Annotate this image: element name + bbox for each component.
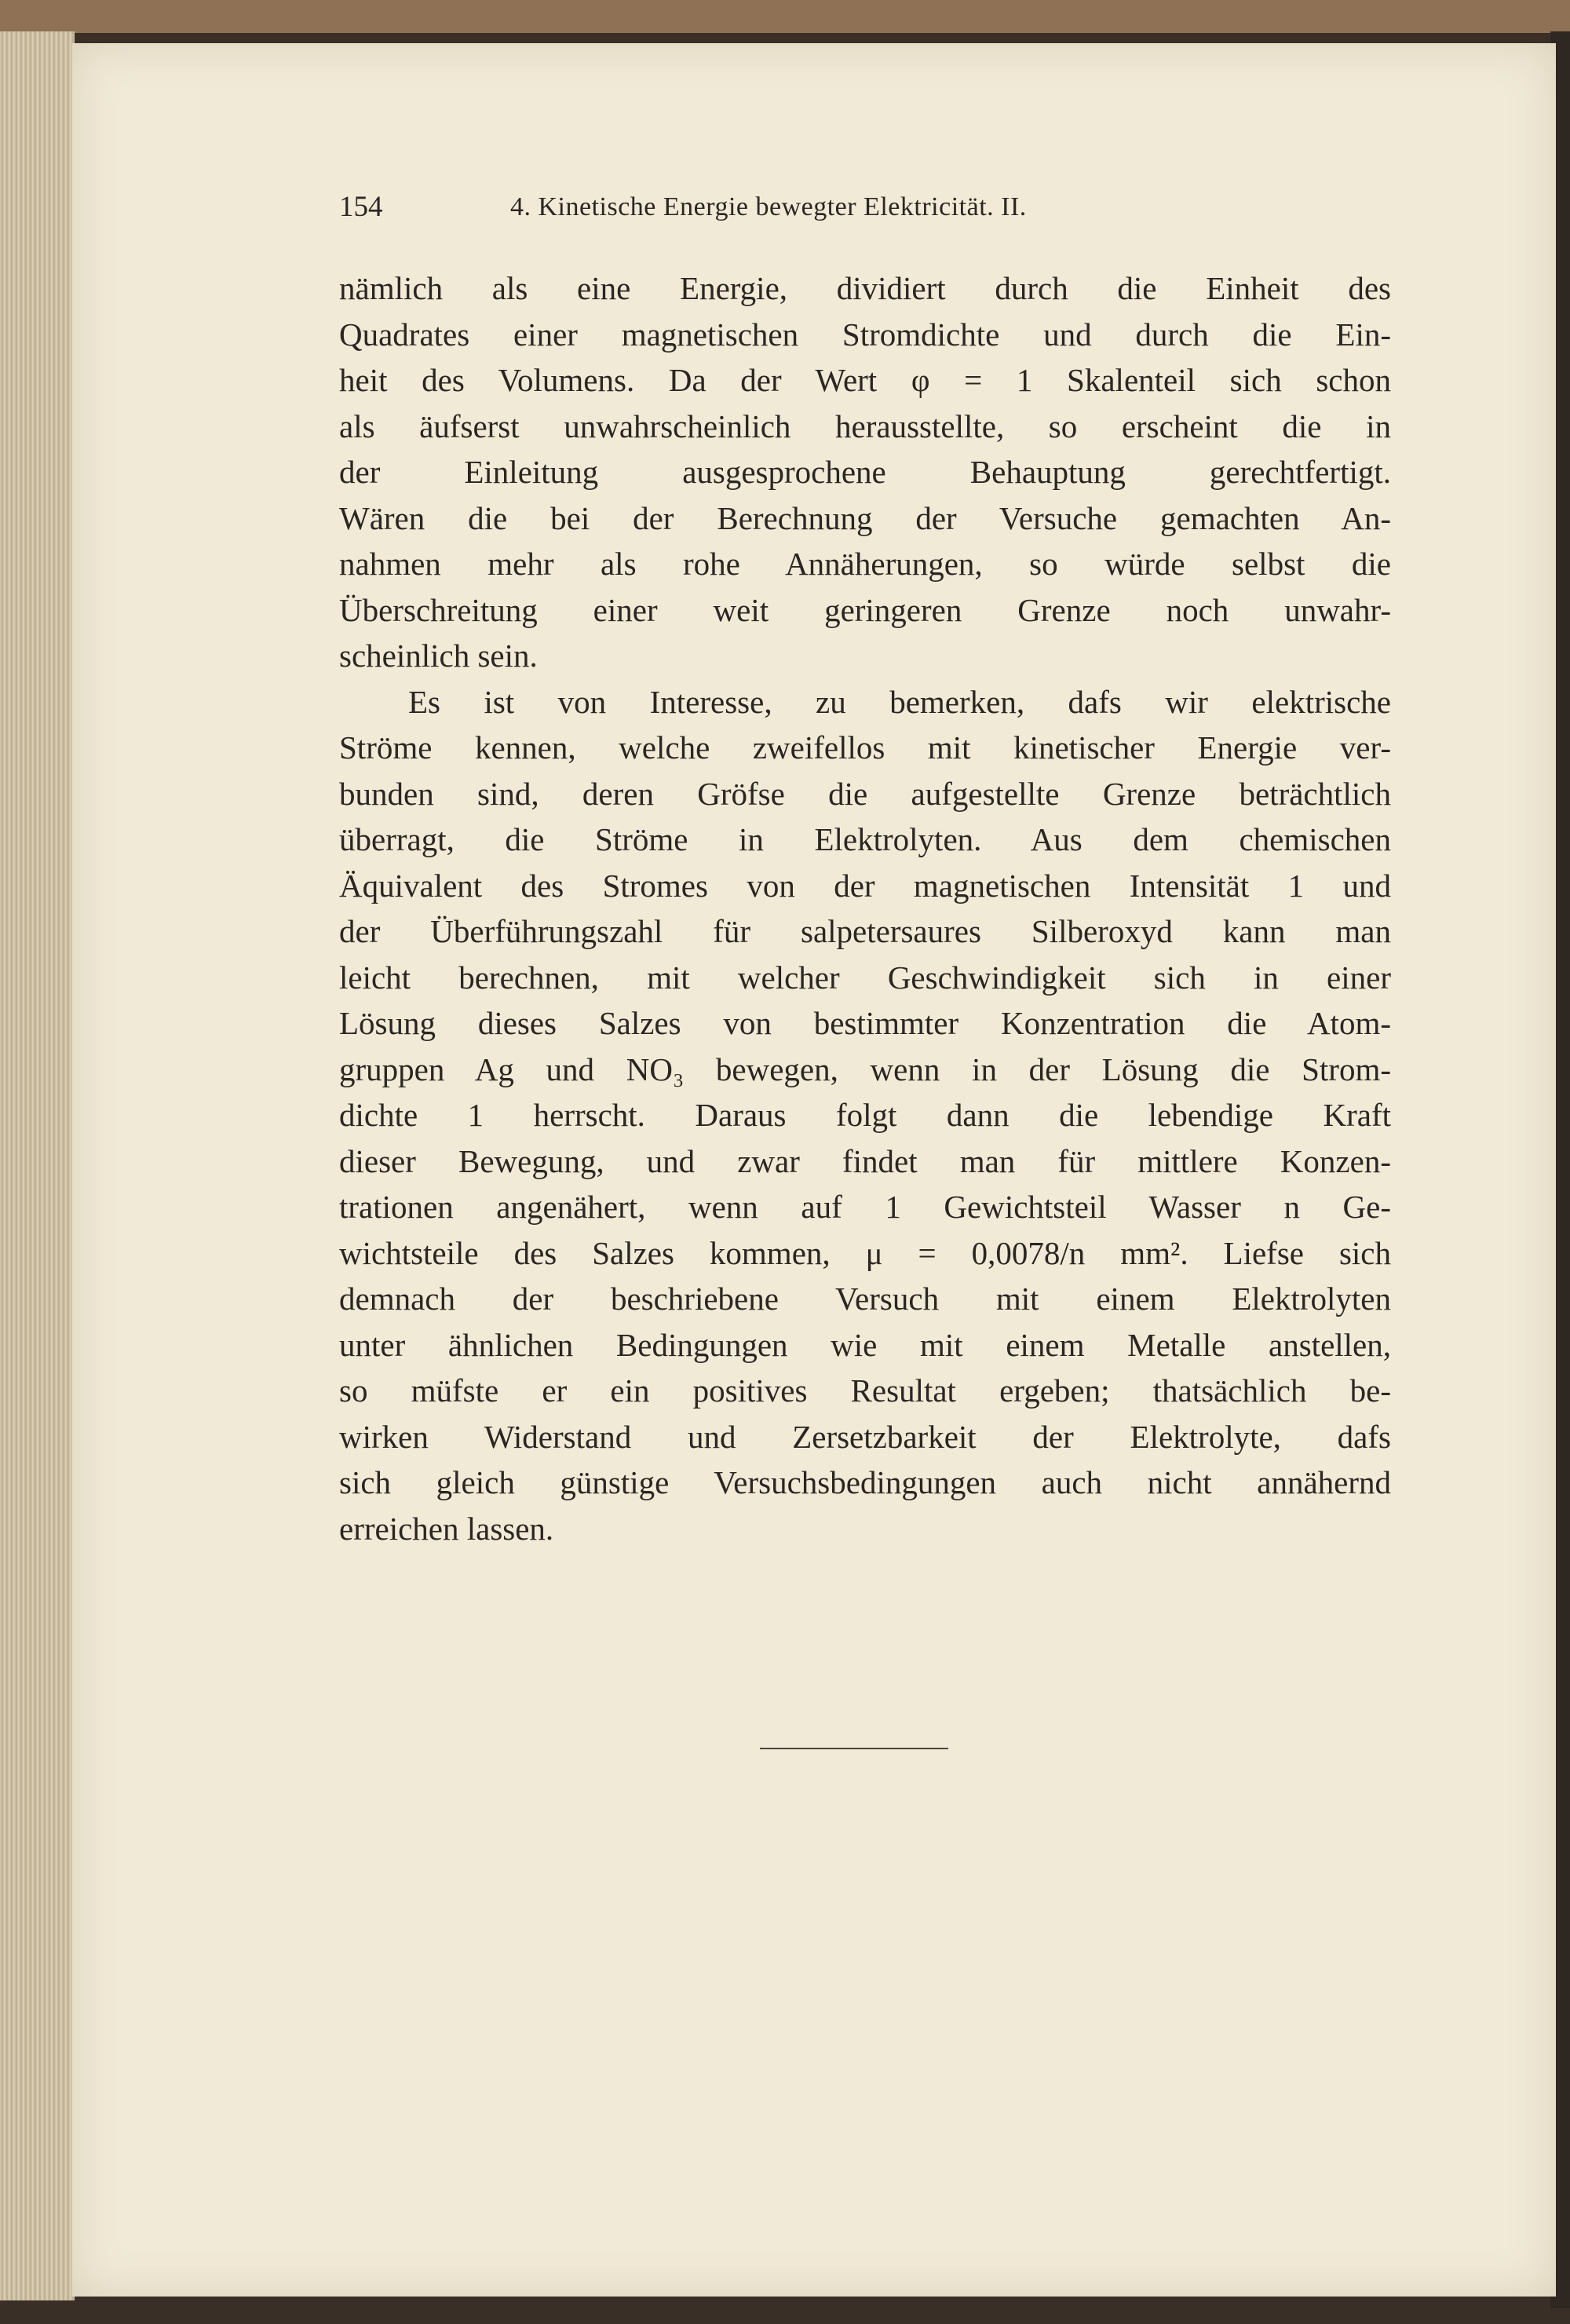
page-number: 154: [339, 191, 383, 223]
text-line: scheinlich sein.: [339, 638, 538, 674]
text-line: sich gleich günstige Versuchsbedingungen auch nicht annähernd: [339, 1464, 1391, 1500]
text-line: nämlich als eine Energie, dividiert durch die Einheit des: [339, 270, 1391, 306]
text-line: Quadrates einer magnetischen Stromdichte und durch die Ein-: [339, 316, 1391, 353]
text-line: wirken Widerstand und Zersetzbarkeit der Elektrolyte, dafs: [339, 1418, 1391, 1455]
book-cover-edge: [0, 0, 1570, 33]
text-line: bunden sind, deren Gröfse die aufgestellte Grenze beträchtlich: [339, 775, 1391, 812]
text-line: Überschreitung einer weit geringeren Grenze noch unwahr-: [339, 591, 1391, 628]
text-line: dieser Bewegung, und zwar findet man für mittlere Konzen-: [339, 1142, 1391, 1179]
text-line: erreichen lassen.: [339, 1510, 554, 1547]
text-line: so müfste er ein positives Resultat ergeben; thatsächlich be-: [339, 1372, 1391, 1409]
text-line: Wären die bei der Berechnung der Versuche gemachten An-: [339, 499, 1391, 536]
text-line: Lösung dieses Salzes von bestimmter Konzentration die Atom-: [339, 1005, 1391, 1041]
text-line: Äquivalent des Stromes von der magnetischen Intensität 1 und: [339, 867, 1391, 904]
section-divider: [760, 1748, 948, 1749]
text-line: dichte 1 herrscht. Daraus folgt dann die lebendige Kraft: [339, 1097, 1391, 1133]
running-head: 4. Kinetische Energie bewegter Elektricität. II.: [510, 192, 1027, 221]
text-line: leicht berechnen, mit welcher Geschwindigkeit sich in einer: [339, 959, 1391, 996]
page-stack-edge: [0, 31, 75, 2300]
text-line: gruppen Ag und NO₃ bewegen, wenn in der Lösung die Strom-: [339, 1051, 1391, 1087]
text-line: Es ist von Interesse, zu bemerken, dafs wir elektrische: [408, 683, 1391, 720]
text-line: heit des Volumens. Da der Wert φ = 1 Skalenteil sich schon: [339, 362, 1391, 398]
text-line: unter ähnlichen Bedingungen wie mit einem Metalle anstellen,: [339, 1326, 1391, 1363]
text-line: überragt, die Ströme in Elektrolyten. Aus dem chemischen: [339, 821, 1391, 857]
page-header: [339, 190, 1391, 229]
text-line: der Einleitung ausgesprochene Behauptung gerechtfertigt.: [339, 454, 1391, 490]
body-text: [339, 265, 1391, 1551]
text-line: als äufserst unwahrscheinlich herausstellte, so erscheint die in: [339, 407, 1391, 444]
text-line: trationen angenähert, wenn auf 1 Gewichtsteil Wasser n Ge-: [339, 1189, 1391, 1225]
text-line: demnach der beschriebene Versuch mit einem Elektrolyten: [339, 1281, 1391, 1317]
text-line: wichtsteile des Salzes kommen, μ = 0,0078/n mm². Liefse sich: [339, 1234, 1391, 1271]
text-line: nahmen mehr als rohe Annäherungen, so würde selbst die: [339, 546, 1391, 582]
text-line: Ströme kennen, welche zweifellos mit kinetischer Energie ver-: [339, 729, 1391, 766]
text-line: der Überführungszahl für salpetersaures Silberoxyd kann man: [339, 913, 1391, 949]
